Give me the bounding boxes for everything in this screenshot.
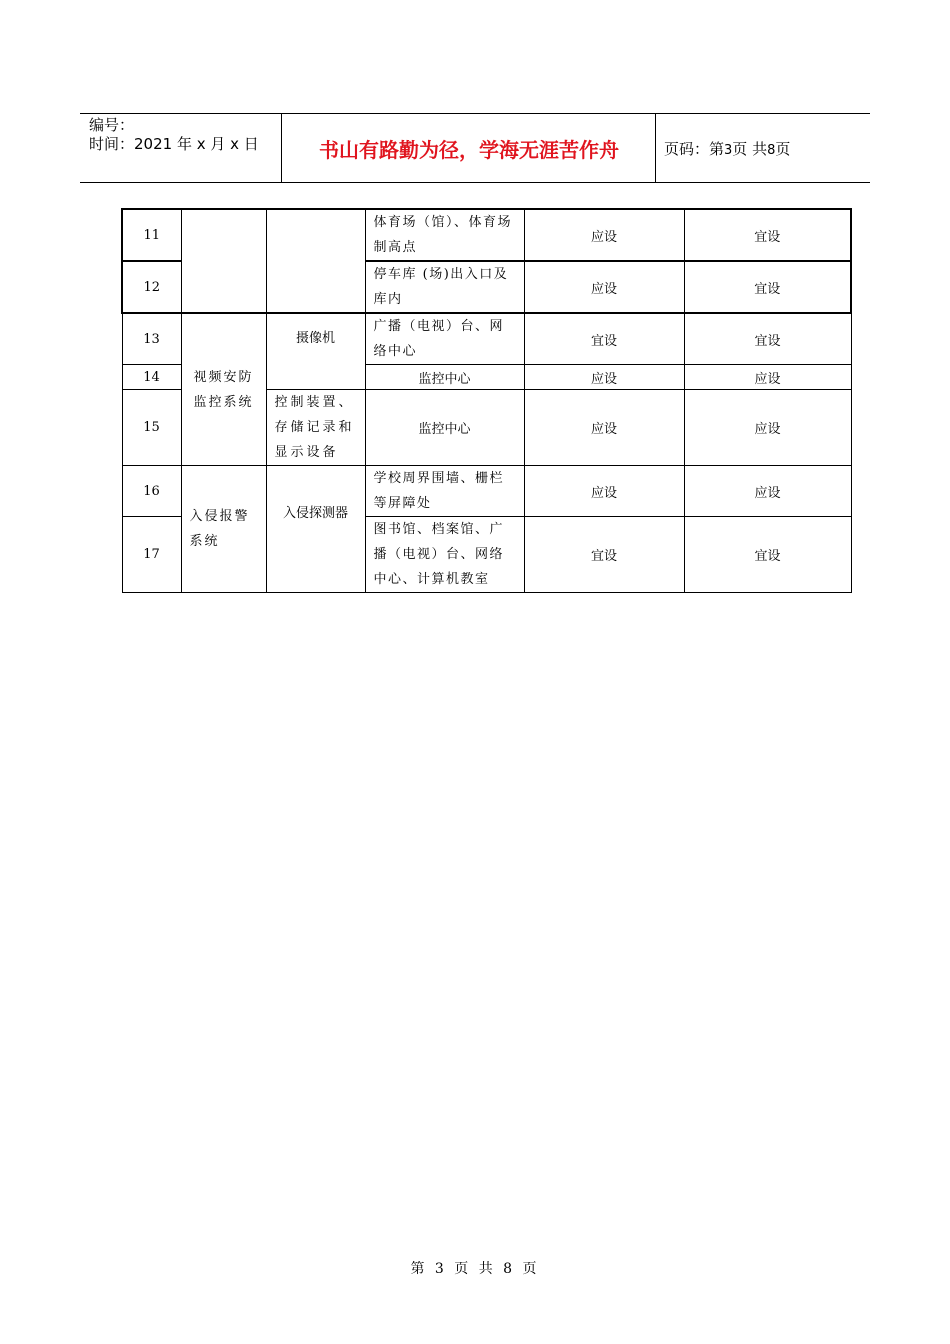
page-header: [80, 113, 870, 183]
device-detector: 入侵探测器: [266, 466, 365, 593]
location-cell: 图书馆、档案馆、广播（电视）台、网络中心、计算机教室: [365, 517, 524, 593]
page-footer: 第 3 页 共 8 页: [410, 1261, 540, 1277]
row-number: 15: [122, 390, 181, 466]
system-cell-empty: [181, 209, 266, 313]
requirement-a: 应设: [524, 209, 684, 261]
system-video: 视频安防监控系统: [181, 313, 266, 466]
device-control: 控制装置、存储记录和显示设备: [266, 390, 365, 466]
requirement-a: 宜设: [524, 517, 684, 593]
requirement-b: 宜设: [684, 261, 851, 313]
table-row: [122, 209, 851, 261]
system-intrusion: 入侵报警系统: [181, 466, 266, 593]
requirement-a: 应设: [524, 261, 684, 313]
page-prefix: 页码：第: [664, 140, 725, 158]
page-current: 3: [724, 143, 733, 158]
security-table: [121, 208, 852, 593]
requirement-a: 宜设: [524, 313, 684, 365]
requirement-b: 宜设: [684, 313, 851, 365]
row-number: 11: [122, 209, 181, 261]
doc-time-label: 时间：2021 年 x 月 x 日: [89, 135, 259, 153]
requirement-b: 应设: [684, 390, 851, 466]
row-number: 16: [122, 466, 181, 517]
requirement-b: 应设: [684, 466, 851, 517]
location-cell: 体育场（馆）、体育场制高点: [365, 209, 524, 261]
requirement-b: 宜设: [684, 517, 851, 593]
header-motto: 书山有路勤为径，学海无涯苦作舟: [319, 138, 619, 162]
page-mid: 页 共: [732, 140, 768, 158]
header-meta: [89, 116, 259, 154]
row-number: 13: [122, 313, 181, 365]
requirement-a: 应设: [524, 390, 684, 466]
requirement-b: 应设: [684, 365, 851, 390]
table-row: [122, 313, 851, 365]
device-cell-empty: [266, 209, 365, 313]
location-cell: 广播（电视）台、网络中心: [365, 313, 524, 365]
requirement-a: 应设: [524, 466, 684, 517]
requirement-b: 宜设: [684, 209, 851, 261]
doc-number-label: 编号：: [89, 116, 135, 134]
location-cell: 停车库 (场)出入口及库内: [365, 261, 524, 313]
location-cell: 监控中心: [365, 365, 524, 390]
page-suffix: 页: [775, 140, 791, 158]
location-cell: 监控中心: [365, 390, 524, 466]
header-page-info: [664, 138, 790, 159]
page-total: 8: [767, 143, 776, 158]
table-row: [122, 466, 851, 517]
location-cell: 学校周界围墙、栅栏等屏障处: [365, 466, 524, 517]
row-number: 14: [122, 365, 181, 390]
row-number: 12: [122, 261, 181, 313]
row-number: 17: [122, 517, 181, 593]
device-camera: 摄像机: [266, 313, 365, 390]
requirement-a: 应设: [524, 365, 684, 390]
